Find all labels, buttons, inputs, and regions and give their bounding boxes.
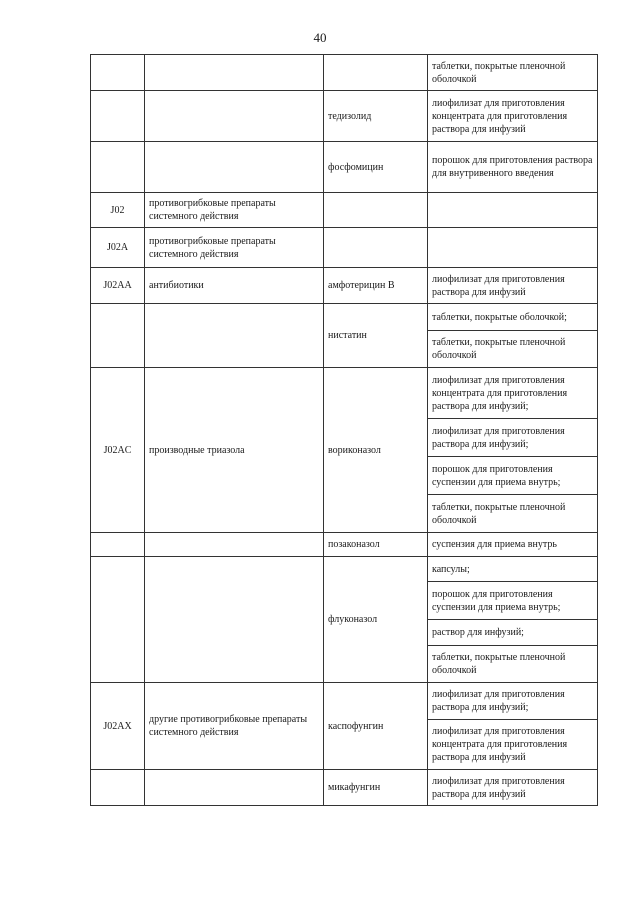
- group-name-cell: производные триазола: [145, 368, 324, 533]
- table-row: [91, 142, 598, 193]
- group-name-cell: [145, 142, 324, 193]
- group-name-cell: [145, 304, 324, 368]
- dosage-form-cell: таблетки, покрытые пленочной оболочкой: [428, 331, 598, 368]
- drug-name-cell: флуконазол: [324, 557, 428, 683]
- atc-code-cell: [91, 304, 145, 368]
- dosage-form-cell: таблетки, покрытые оболочкой;: [428, 304, 598, 331]
- dosage-form-cell: лиофилизат для приготовления раствора для инфузий: [428, 268, 598, 304]
- group-name-cell: [145, 91, 324, 142]
- table-row: [91, 533, 598, 557]
- dosage-form-cell: [428, 228, 598, 268]
- table-row: [91, 683, 598, 720]
- group-name-cell: противогрибковые препараты системного действия: [145, 193, 324, 228]
- group-name-cell: [145, 557, 324, 683]
- group-name-cell: противогрибковые препараты системного действия: [145, 228, 324, 268]
- atc-code-cell: [91, 55, 145, 91]
- table-row: [91, 368, 598, 419]
- table-row: [91, 268, 598, 304]
- dosage-form-cell: лиофилизат для приготовления концентрата для приготовления раствора для инфузий: [428, 720, 598, 770]
- group-name-cell: [145, 533, 324, 557]
- atc-code-cell: [91, 142, 145, 193]
- dosage-form-cell: порошок для приготовления раствора для внутривенного введения: [428, 142, 598, 193]
- atc-code-cell: J02A: [91, 228, 145, 268]
- drug-name-cell: [324, 193, 428, 228]
- group-name-cell: антибиотики: [145, 268, 324, 304]
- dosage-form-cell: таблетки, покрытые пленочной оболочкой: [428, 646, 598, 683]
- atc-code-cell: [91, 91, 145, 142]
- drug-name-cell: [324, 228, 428, 268]
- atc-code-cell: J02: [91, 193, 145, 228]
- atc-code-cell: [91, 770, 145, 806]
- page-number: 40: [313, 30, 327, 45]
- drug-name-cell: позаконазол: [324, 533, 428, 557]
- dosage-form-cell: суспензия для приема внутрь: [428, 533, 598, 557]
- drug-name-cell: микафунгин: [324, 770, 428, 806]
- dosage-form-cell: лиофилизат для приготовления концентрата для приготовления раствора для инфузий: [428, 91, 598, 142]
- dosage-form-cell: лиофилизат для приготовления раствора для инфузий: [428, 770, 598, 806]
- atc-code-cell: J02AA: [91, 268, 145, 304]
- atc-code-cell: J02AX: [91, 683, 145, 770]
- dosage-form-cell: порошок для приготовления суспензии для приема внутрь;: [428, 457, 598, 495]
- dosage-form-cell: капсулы;: [428, 557, 598, 582]
- table-row: [91, 304, 598, 331]
- atc-code-cell: [91, 533, 145, 557]
- dosage-form-cell: лиофилизат для приготовления раствора для инфузий;: [428, 683, 598, 720]
- dosage-form-cell: лиофилизат для приготовления концентрата для приготовления раствора для инфузий;: [428, 368, 598, 419]
- dosage-form-cell: таблетки, покрытые пленочной оболочкой: [428, 495, 598, 533]
- dosage-form-cell: раствор для инфузий;: [428, 620, 598, 646]
- drug-name-cell: фосфомицин: [324, 142, 428, 193]
- drug-table: [90, 54, 598, 806]
- atc-code-cell: J02AC: [91, 368, 145, 533]
- atc-code-cell: [91, 557, 145, 683]
- table-row: [91, 55, 598, 91]
- drug-name-cell: вориконазол: [324, 368, 428, 533]
- group-name-cell: [145, 55, 324, 91]
- drug-name-cell: нистатин: [324, 304, 428, 368]
- group-name-cell: другие противогрибковые препараты системного действия: [145, 683, 324, 770]
- drug-name-cell: амфотерицин В: [324, 268, 428, 304]
- table-row: [91, 193, 598, 228]
- dosage-form-cell: таблетки, покрытые пленочной оболочкой: [428, 55, 598, 91]
- table-row: [91, 557, 598, 582]
- table-row: [91, 770, 598, 806]
- table-row: [91, 91, 598, 142]
- drug-name-cell: [324, 55, 428, 91]
- table-row: [91, 228, 598, 268]
- dosage-form-cell: [428, 193, 598, 228]
- dosage-form-cell: лиофилизат для приготовления раствора для инфузий;: [428, 419, 598, 457]
- drug-name-cell: тедизолид: [324, 91, 428, 142]
- dosage-form-cell: порошок для приготовления суспензии для приема внутрь;: [428, 582, 598, 620]
- group-name-cell: [145, 770, 324, 806]
- drug-name-cell: каспофунгин: [324, 683, 428, 770]
